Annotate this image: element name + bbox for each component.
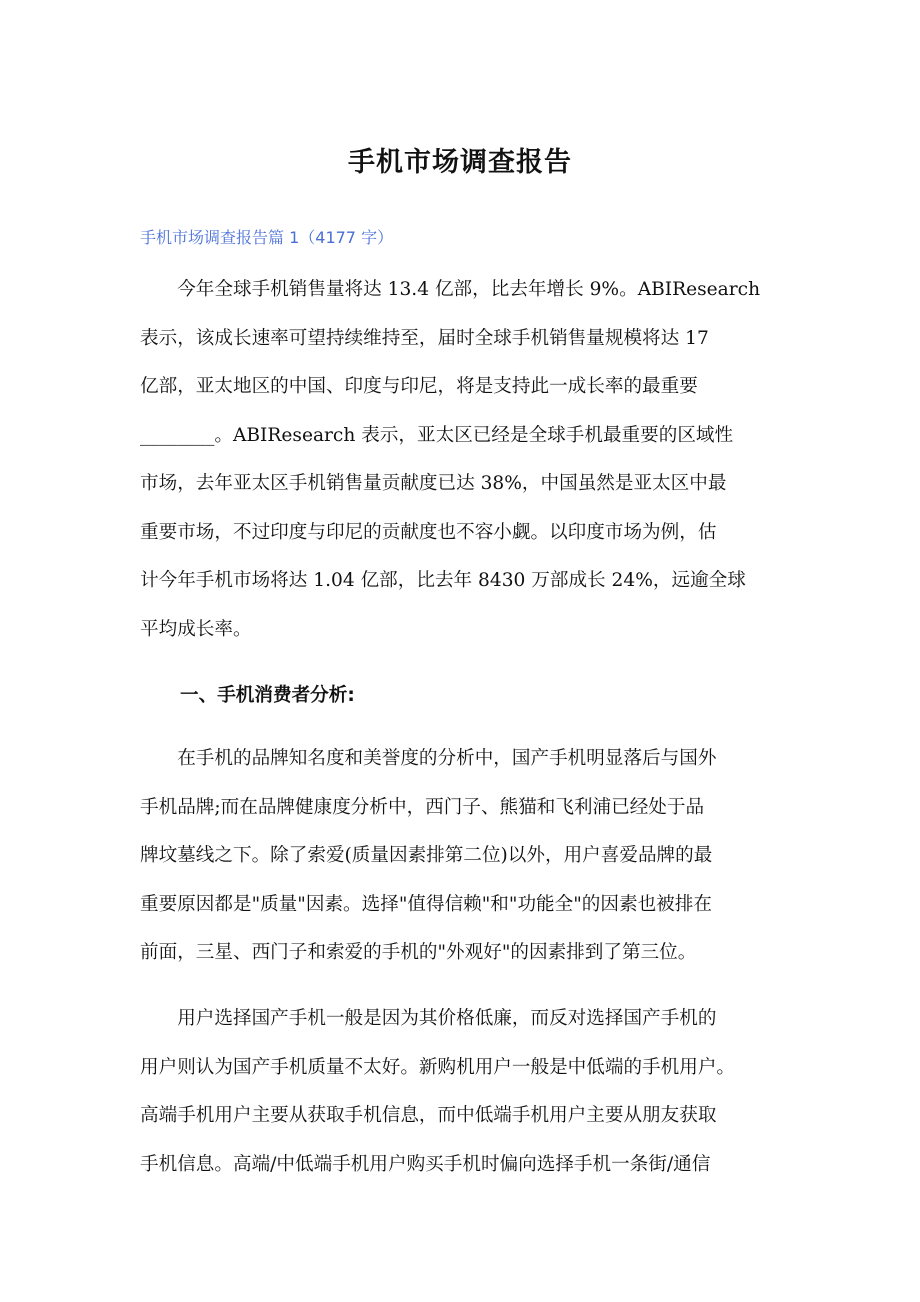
- paragraph-line: ________。ABIResearch 表示，亚太区已经是全球手机最重要的区域性: [140, 424, 734, 446]
- paragraph-line: 今年全球手机销售量将达 13.4 亿部，比去年增长 9%。ABIResearch: [177, 279, 761, 300]
- section-heading: 一、手机消费者分析:: [180, 685, 355, 706]
- paragraph-3: [140, 995, 785, 1189]
- paragraph-line: 前面，三星、西门子和索爱的手机的"外观好"的因素排到了第三位。: [140, 942, 697, 963]
- paragraph-line: 手机品牌;而在品牌健康度分析中，西门子、熊猫和飞利浦已经处于品: [140, 796, 705, 818]
- paragraph-line: 重要原因都是"质量"因素。选择"值得信赖"和"功能全"的因素也被排在: [140, 893, 712, 915]
- paragraph-line: 用户则认为国产手机质量不太好。新购机用户一般是中低端的手机用户。: [140, 1056, 736, 1078]
- paragraph-line: 计今年手机市场将达 1.04 亿部，比去年 8430 万部成长 24%，远逾全球: [140, 570, 746, 591]
- paragraph-line: 牌坟墓线之下。除了索爱(质量因素排第二位)以外，用户喜爱品牌的最: [140, 845, 713, 866]
- paragraph-2: [140, 735, 785, 978]
- paragraph-line: 平均成长率。: [140, 618, 252, 640]
- paragraph-1: [140, 266, 785, 654]
- paragraph-line: 用户选择国产手机一般是因为其价格低廉，而反对选择国产手机的: [177, 1008, 717, 1029]
- paragraph-line: 重要市场，不过印度与印尼的贡献度也不容小觑。以印度市场为例，估: [140, 521, 717, 543]
- paragraph-line: 市场，去年亚太区手机销售量贡献度已达 38%，中国虽然是亚太区中最: [140, 473, 727, 494]
- paragraph-line: 亿部，亚太地区的中国、印度与印尼，将是支持此一成长率的最重要: [140, 376, 698, 397]
- paragraph-line: 高端手机用户主要从获取手机信息，而中低端手机用户主要从朋友获取: [140, 1105, 717, 1126]
- section-link[interactable]: 手机市场调查报告篇 1（4177 字）: [140, 228, 394, 247]
- paragraph-line: 在手机的品牌知名度和美誉度的分析中，国产手机明显落后与国外: [177, 748, 717, 769]
- paragraph-line: 表示，该成长速率可望持续维持至，届时全球手机销售量规模将达 17: [140, 327, 709, 349]
- document-title: 手机市场调查报告: [348, 147, 572, 178]
- paragraph-line: 手机信息。高端/中低端手机用户购买手机时偏向选择手机一条街/通信: [140, 1153, 711, 1175]
